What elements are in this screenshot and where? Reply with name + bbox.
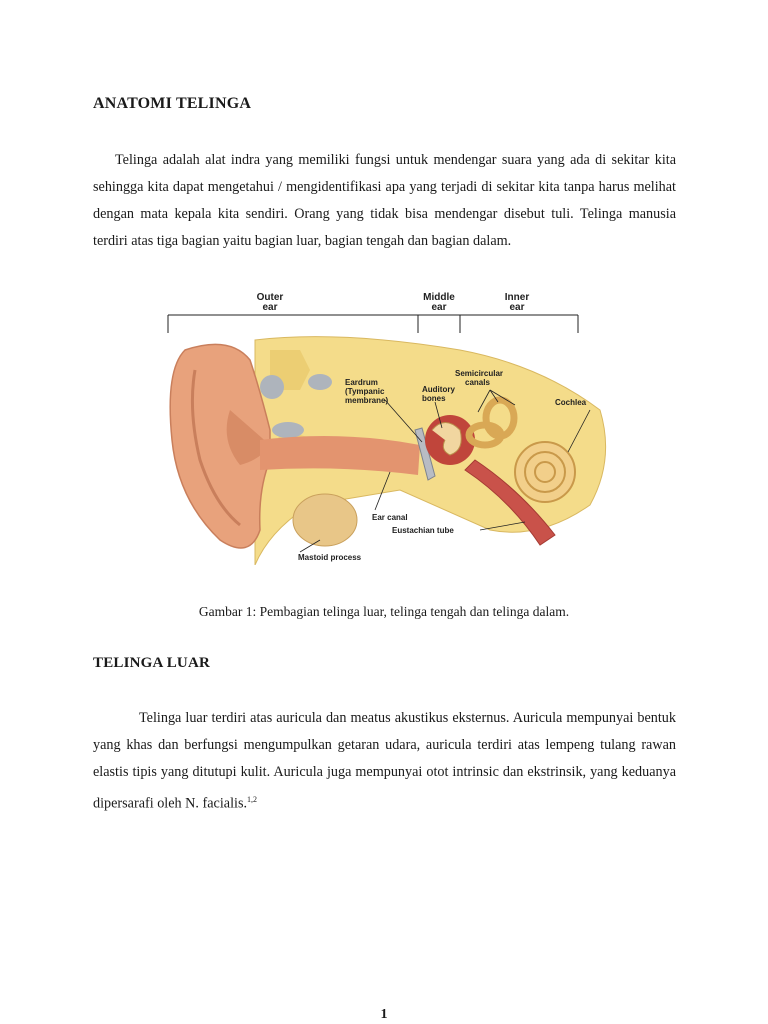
heading-telinga-luar: TELINGA LUAR	[93, 655, 211, 671]
header-middle-line2: ear	[431, 302, 447, 313]
citation-superscript: 1,2	[247, 795, 258, 804]
cochlea-shape	[515, 442, 575, 502]
page-number: 1	[380, 1007, 388, 1022]
label-eardrum-3: membrane)	[345, 396, 389, 405]
paragraph-telinga-luar-text: Telinga luar terdiri atas auricula dan meatus akustikus eksternus. Auricula mempunyai bentuk yang khas dan berfungsi mengumpulkan getaran udara, auricula terdiri atas lempeng tulang rawan elastis tipis yang ditutupi kulit. Auricula juga mempunyai otot intrinsic dan ekstrinsik, yang keduanya dipersarafi oleh N. facialis.	[93, 710, 676, 812]
label-auditory-1: Auditory	[422, 385, 455, 394]
header-middle-line1: Middle	[423, 292, 455, 303]
label-auditory-2: bones	[422, 394, 446, 403]
paragraph-telinga-luar	[93, 705, 676, 818]
mastoid-shape	[293, 494, 357, 546]
heading-anatomi-telinga: ANATOMI TELINGA	[93, 95, 252, 112]
label-cochlea: Cochlea	[555, 398, 587, 407]
label-mastoid-process: Mastoid process	[298, 553, 362, 562]
paragraph-intro: Telinga adalah alat indra yang memiliki fungsi untuk mendengar suara yang ada di sekitar kita sehingga kita dapat mengetahui / mengidentifikasi apa yang terjadi di sekitar kita tanpa harus melihat dengan mata kepala kita sendiri. Orang yang tidak bisa mendengar disebut tuli. Telinga manusia terdiri atas tiga bagian yaitu bagian luar, bagian tengah dan bagian dalam.	[93, 152, 676, 249]
header-outer-line1: Outer	[256, 292, 284, 303]
header-inner-line1: Inner	[504, 292, 530, 303]
cavity-3	[308, 374, 332, 390]
label-semicircular-2: canals	[465, 378, 490, 387]
label-ear-canal: Ear canal	[372, 513, 408, 522]
cavity-1	[260, 375, 284, 399]
label-eustachian-tube: Eustachian tube	[392, 526, 454, 535]
section-brackets	[168, 315, 578, 333]
label-eardrum-1: Eardrum	[345, 378, 378, 387]
label-semicircular-1: Semicircular	[455, 369, 504, 378]
ear-anatomy-figure	[160, 290, 620, 565]
figure-caption: Gambar 1: Pembagian telinga luar, telinga tengah dan telinga dalam.	[198, 604, 570, 619]
header-outer-line2: ear	[262, 302, 278, 313]
label-eardrum-2: (Tympanic	[345, 387, 385, 396]
header-inner-line2: ear	[509, 302, 525, 313]
cavity-2	[272, 422, 304, 438]
